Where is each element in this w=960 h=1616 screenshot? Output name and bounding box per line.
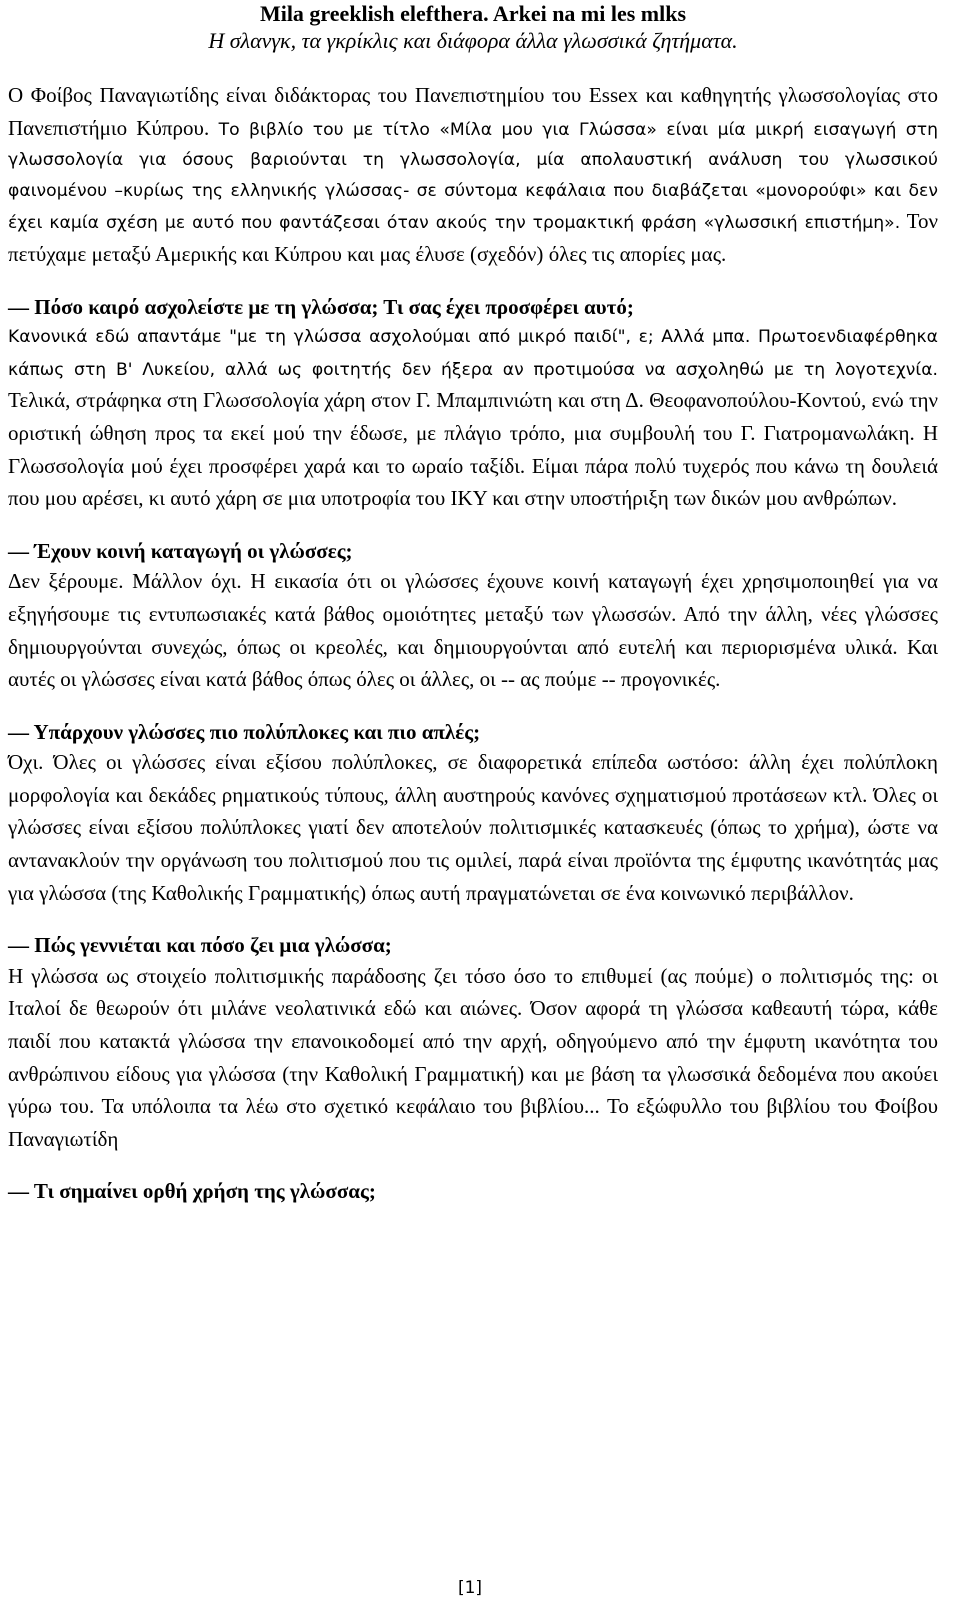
- article-subtitle: Η σλανγκ, τα γκρίκλις και διάφορα άλλα γλωσσικά ζητήματα.: [208, 28, 738, 53]
- answer-3-serif: Όχι. Όλες οι γλώσσες είναι εξίσου πολύπλοκες, σε διαφορετικά επίπεδα ωστόσο: άλλη έχει πολύπλοκη μορφολογία και δεκάδες ρηματικούς τύπους, άλλη αυστηρούς κανόνες σχηματισμού προτάσεων κτλ. Όλες οι γλώσσες είναι εξίσου πολύπλοκες γιατί δεν αποτελούν πολιτισμικές κατασκευές (όπως το χρήμα), ώστε να αντανακλούν την οργάνωση του πολιτισμού που τις ομιλεί, παρά είναι προϊόντα της έμφυτης ικανότητάς μας για γλώσσα (της Καθολικής Γραμματικής) όπως αυτή πραγματώνεται σε ένα κοινωνικό περιβάλλον.: [8, 750, 938, 905]
- answer-4-serif: Η γλώσσα ως στοιχείο πολιτισμικής παράδοσης ζει τόσο όσο το επιθυμεί (ας πούμε) ο πολιτισμός της: οι Ιταλοί δε θεωρούν ότι μιλάνε νεολατινικά εδώ και αιώνες. Όσον αφορά τη γλώσσα καθεαυτή τώρα, κάθε παιδί που κατακτά γλώσσα την επανοικοδομεί από την αρχή, οδηγούμενο από την έμφυτη ικανότητα του ανθρώπινου είδους για γλώσσα (την Καθολική Γραμματική) και με βάση τα γλωσσικά δεδομένα που ακούει γύρω του. Τα υπόλοιπα τα λέω στο σχετικό κεφάλαιο του βιβλίου... Το εξώφυλλο του βιβλίου του Φοίβου Παναγιωτίδη: [8, 963, 938, 1151]
- intro-sans-text: Το βιβλίο του με τίτλο «Μίλα μου για Γλώσσα» είναι μία μικρή εισαγωγή στη γλωσσολογία για όσους βαριούνται τη γλωσσολογία, μία απολαυστική ανάλυση του γλωσσικού φαινομένου –κυρίως της ελληνικής γλώσσας- σε σύντομα κεφάλαια που διαβάζεται «μονορούφι» και δεν έχει καμία σχέση με αυτό που φαντάζεσαι όταν ακούς την τρομακτική φράση «γλωσσική επιστήμη».: [8, 119, 938, 234]
- qa-block-3: [8, 717, 938, 911]
- answer-2-serif: Δεν ξέρουμε. Μάλλον όχι. Η εικασία ότι οι γλώσσες έχουνε κοινή καταγωγή έχει χρησιμοποιηθεί για να εξηγήσουμε τις εντυπωσιακές κατά βάθος ομοιότητες μεταξύ των γλωσσών. Από την άλλη, νέες γλώσσες δημιουργούνται συνεχώς, όπως οι κρεολές, και δημιουργούνται από ευτελή και περιορισμένα υλικά. Και αυτές οι γλώσσες είναι κατά βάθος όπως όλες οι άλλες, οι -- ας πούμε -- προγονικές.: [8, 569, 938, 692]
- article-title: Mila greeklish elefthera. Arkei na mi les mlks: [259, 1, 687, 26]
- question-2: — Έχουν κοινή καταγωγή οι γλώσσες;: [8, 538, 353, 563]
- intro-serif-text: Ο Φοίβος Παναγιωτίδης είναι διδάκτορας του Πανεπιστημίου του Essex και καθηγητής γλωσσολογίας στο Πανεπιστήμιο Κύπρου.: [8, 83, 938, 140]
- answer-1: [8, 322, 938, 516]
- answer-2: [8, 566, 938, 696]
- qa-block-5: [8, 1176, 938, 1207]
- intro-end-text: Τον πετύχαμε μεταξύ Αμερικής και Κύπρου και μας έλυσε (σχεδόν) όλες τις απορίες μας.: [8, 209, 939, 266]
- qa-block-2: [8, 536, 938, 697]
- question-5: — Τι σημαίνει ορθή χρήση της γλώσσας;: [8, 1179, 376, 1204]
- qa-block-1: [8, 292, 938, 516]
- question-3: — Υπάρχουν γλώσσες πιο πολύπλοκες και πιο απλές;: [8, 719, 481, 744]
- question-4: — Πώς γεννιέται και πόσο ζει μια γλώσσα;: [8, 933, 392, 958]
- answer-1-sans: Κανονικά εδώ απαντάμε "με τη γλώσσα ασχολούμαι από μικρό παιδί", ε; Αλλά μπα. Πρωτοενδιαφέρθηκα κάπως στη Β' Λυκείου, αλλά ως φοιτητής δεν ήξερα αν προτιμούσα να ασχοληθώ με τη λογοτεχνία.: [8, 327, 938, 380]
- intro-paragraph: [8, 80, 938, 272]
- answer-3: [8, 747, 938, 910]
- title-block: [8, 0, 938, 54]
- answer-4: [8, 961, 938, 1157]
- qa-block-4: [8, 930, 938, 1156]
- answer-1-serif: Τελικά, στράφηκα στη Γλωσσολογία χάρη στον Γ. Μπαμπινιώτη και στη Δ. Θεοφανοπούλου-Κοντού, ενώ την οριστική ώθηση προς τα εκεί μού την έδωσε, με πλάγιο τρόπο, μια συμβουλή του Γ. Γιατρομανωλάκη. Η Γλωσσολογία μού έχει προσφέρει χαρά και το ωραίο ταξίδι. Είμαι πάρα πολύ τυχερός που κάνω τη δουλειά που μου αρέσει, κι αυτό χάρη σε μια υποτροφία του ΙΚΥ και στην υποστήριξη των δικών μου ανθρώπων.: [8, 388, 938, 511]
- page-number: [1]: [457, 1578, 483, 1598]
- question-1: — Πόσο καιρό ασχολείστε με τη γλώσσα; Τι σας έχει προσφέρει αυτό;: [8, 294, 634, 319]
